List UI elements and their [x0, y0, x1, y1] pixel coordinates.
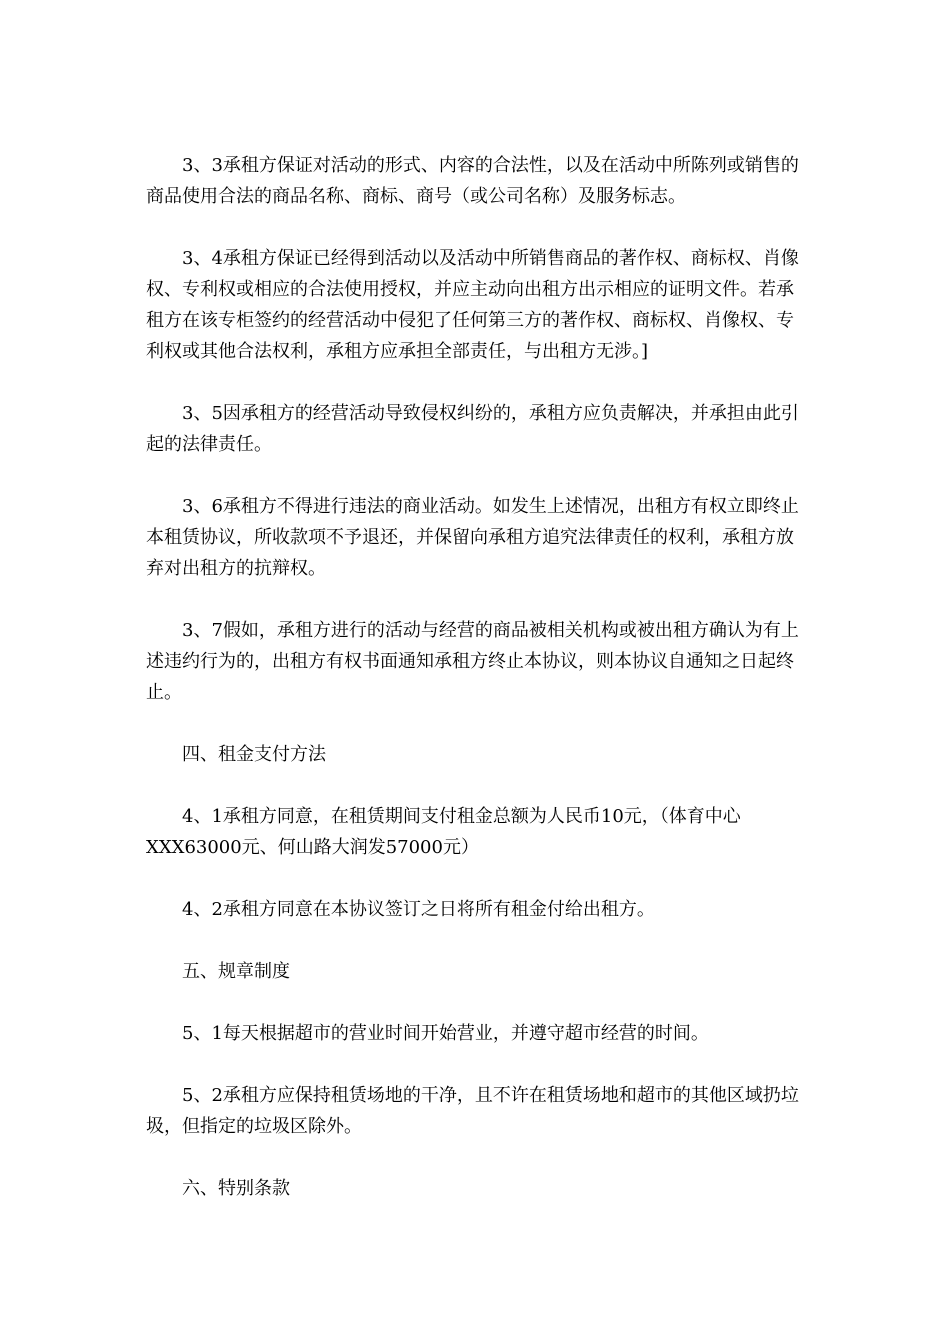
clause-3-6: 3、6承租方不得进行违法的商业活动。如发生上述情况，出租方有权立即终止本租赁协议，所收款项不予退还，并保留向承租方追究法律责任的权利，承租方放弃对出租方的抗辩权。 — [146, 496, 799, 579]
section-heading-5: 五、规章制度 — [182, 961, 290, 982]
clause-4-2: 4、2承租方同意在本协议签订之日将所有租金付给出租方。 — [182, 899, 655, 920]
clause-3-4: 3、4承租方保证已经得到活动以及活动中所销售商品的著作权、商标权、肖像权、专利权或相应的合法使用授权，并应主动向出租方出示相应的证明文件。若承租方在该专柜签约的经营活动中侵犯了任何第三方的著作权、商标权、肖像权、专利权或其他合法权利，承租方应承担全部责任，与出租方无涉。] — [146, 248, 799, 362]
clause-3-7: 3、7假如，承租方进行的活动与经营的商品被相关机构或被出租方确认为有上述违约行为的，出租方有权书面通知承租方终止本协议，则本协议自通知之日起终止。 — [146, 620, 799, 703]
clause-3-3: 3、3承租方保证对活动的形式、内容的合法性，以及在活动中所陈列或销售的商品使用合法的商品名称、商标、商号（或公司名称）及服务标志。 — [146, 155, 799, 207]
document-body — [146, 150, 810, 1235]
section-heading-6: 六、特别条款 — [182, 1178, 290, 1199]
clause-3-5: 3、5因承租方的经营活动导致侵权纠纷的，承租方应负责解决，并承担由此引起的法律责任。 — [146, 403, 799, 455]
clause-5-1: 5、1每天根据超市的营业时间开始营业，并遵守超市经营的时间。 — [182, 1023, 709, 1044]
section-heading-4: 四、租金支付方法 — [182, 744, 326, 765]
clause-4-1: 4、1承租方同意，在租赁期间支付租金总额为人民币10元，（体育中心XXX63000元、何山路大润发57000元） — [146, 806, 741, 858]
clause-5-2: 5、2承租方应保持租赁场地的干净，且不许在租赁场地和超市的其他区域扔垃圾，但指定的垃圾区除外。 — [146, 1085, 799, 1137]
